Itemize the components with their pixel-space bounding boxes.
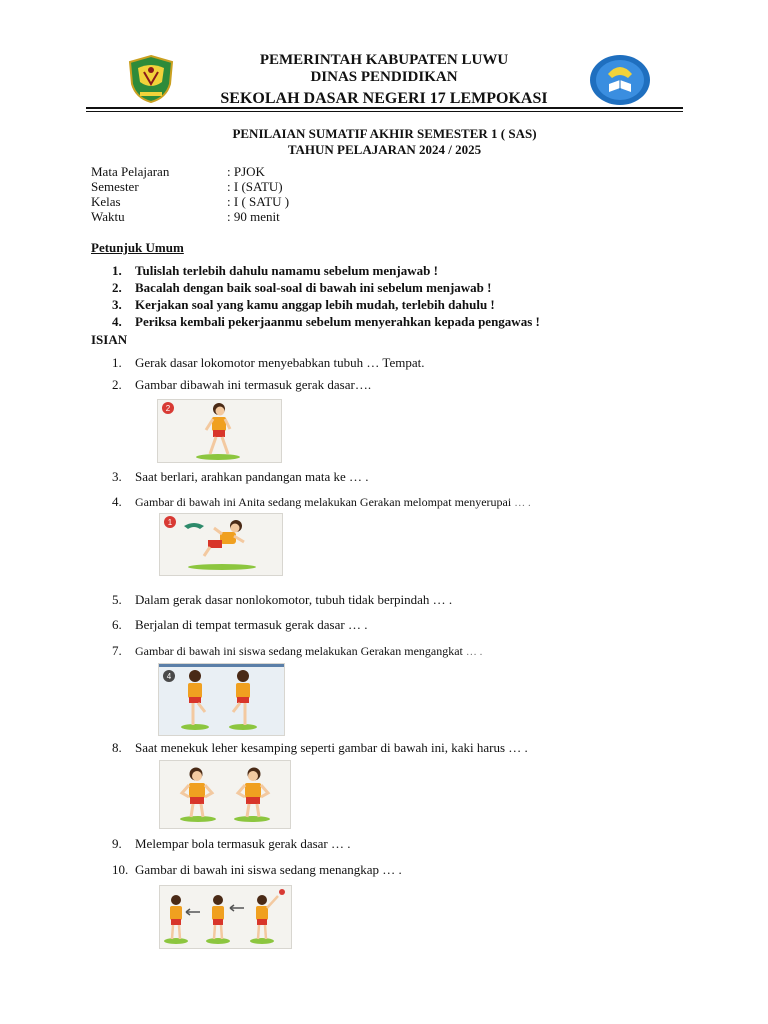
isian-heading: ISIAN: [91, 332, 128, 347]
meta-label: Waktu: [91, 209, 125, 224]
header-government-name: PEMERINTAH KABUPATEN LUWU: [259, 52, 509, 68]
question-item: 6. Berjalan di tempat termasuk gerak dasar … .: [112, 617, 368, 632]
meta-value: : 90 menit: [227, 209, 280, 224]
question-item: 4. Gambar di bawah ini Anita sedang melakukan Gerakan melompat menyerupai … .: [112, 494, 531, 509]
question-item: 7. Gambar di bawah ini siswa sedang melakukan Gerakan mengangkat … .: [112, 643, 483, 658]
question-item: 9. Melempar bola termasuk gerak dasar … .: [112, 836, 351, 851]
instruction-item: 2. Bacalah dengan baik soal-soal di bawah ini sebelum menjawab !: [112, 280, 492, 295]
question-item: 8. Saat menekuk leher kesamping seperti gambar di bawah ini, kaki harus … .: [112, 740, 528, 755]
header-divider-thick: [86, 107, 683, 109]
question-item: 5. Dalam gerak dasar nonlokomotor, tubuh tidak berpindah … .: [112, 592, 453, 607]
jumping-girl-image: [159, 513, 283, 576]
meta-label: Kelas: [91, 194, 121, 209]
question-item: 3. Saat berlari, arahkan pandangan mata ke … .: [112, 469, 369, 484]
figure-badge: 2: [165, 404, 171, 413]
meta-label: Mata Pelajaran: [91, 164, 170, 179]
header-school-name: SEKOLAH DASAR NEGERI 17 LEMPOKASI: [220, 90, 548, 107]
meta-label: Semester: [91, 179, 139, 194]
meta-value: : I (SATU): [227, 179, 283, 194]
neck-bend-image: [159, 760, 291, 829]
question-item: 2. Gambar dibawah ini termasuk gerak dasar….: [112, 377, 372, 392]
exam-title: PENILAIAN SUMATIF AKHIR SEMESTER 1 ( SAS): [232, 126, 537, 141]
instructions-heading: Petunjuk Umum: [91, 240, 184, 255]
instruction-item: 4. Periksa kembali pekerjaanmu sebelum menyerahkan kepada pengawas !: [112, 314, 540, 329]
header-department-name: DINAS PENDIDIKAN: [310, 69, 458, 85]
figure-badge: 4: [166, 672, 172, 681]
walking-child-image: [157, 399, 282, 463]
tut-wuri-handayani-logo: [589, 54, 651, 106]
figure-badge: 1: [167, 518, 173, 527]
instruction-item: 3. Kerjakan soal yang kamu anggap lebih mudah, terlebih dahulu !: [112, 297, 495, 312]
header-divider-thin: [86, 111, 683, 112]
meta-value: : PJOK: [227, 164, 265, 179]
lifting-leg-image: [158, 663, 285, 736]
luwu-regency-logo: [128, 54, 174, 104]
question-item: 1. Gerak dasar lokomotor menyebabkan tubuh … Tempat.: [112, 355, 425, 370]
instruction-item: 1. Tulislah terlebih dahulu namamu sebelum menjawab !: [112, 263, 438, 278]
academic-year: TAHUN PELAJARAN 2024 / 2025: [287, 142, 482, 157]
question-item: 10. Gambar di bawah ini siswa sedang menangkap … .: [112, 862, 402, 877]
meta-value: : I ( SATU ): [227, 194, 290, 209]
catching-sequence-image: [159, 885, 292, 949]
